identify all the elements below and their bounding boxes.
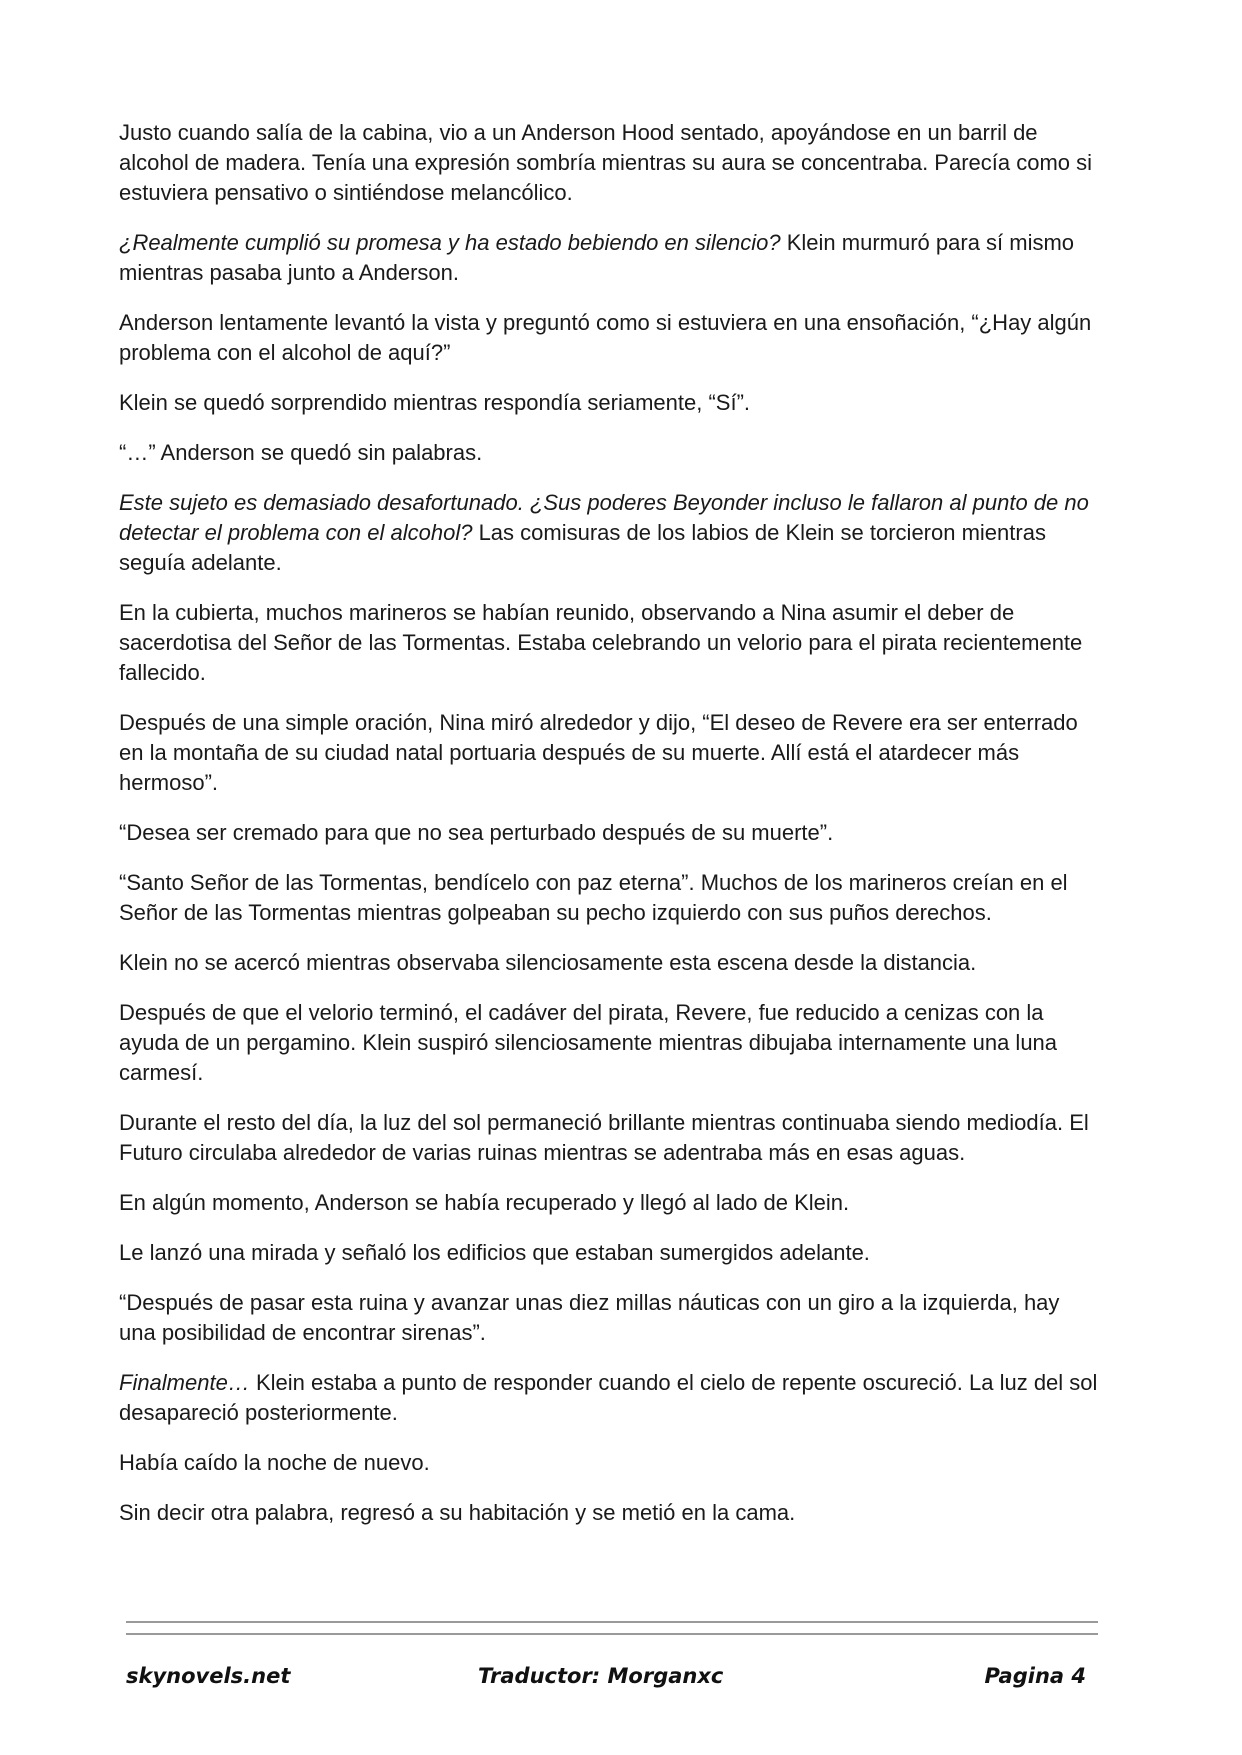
page-body — [119, 118, 1099, 1548]
text-run: Klein murmuró para sí mismo mientras pasaba junto a Anderson. — [119, 230, 1075, 285]
paragraph — [119, 1188, 1099, 1218]
paragraph — [119, 438, 1099, 468]
text-run: Anderson lentamente levantó la vista y preguntó como si estuviera en una ensoñación, “¿Hay algún problema con el alcohol de aquí?” — [119, 310, 1092, 365]
paragraph — [119, 948, 1099, 978]
text-run: “Desea ser cremado para que no sea perturbado después de su muerte”. — [119, 820, 834, 845]
paragraph — [119, 1288, 1099, 1348]
paragraph — [119, 308, 1099, 368]
italic-text: Este sujeto es demasiado desafortunado. ¿Sus poderes Beyonder incluso le fallaron al punto de no detectar el problema con el alcohol? — [119, 490, 1089, 545]
text-run: Las comisuras de los labios de Klein se torcieron mientras seguía adelante. — [119, 520, 1046, 575]
text-run: Durante el resto del día, la luz del sol permaneció brillante mientras continuaba siendo mediodía. El Futuro circulaba alrededor de varias ruinas mientras se adentraba más en esas aguas. — [119, 1110, 1089, 1165]
paragraph — [119, 488, 1099, 578]
text-run: “Santo Señor de las Tormentas, bendícelo con paz eterna”. Muchos de los marineros creían en el Señor de las Tormentas mientras golpeaban su pecho izquierdo con sus puños derechos. — [119, 870, 1068, 925]
paragraph — [119, 708, 1099, 798]
text-run: Había caído la noche de nuevo. — [119, 1450, 430, 1475]
text-run: Justo cuando salía de la cabina, vio a un Anderson Hood sentado, apoyándose en un barril de alcohol de madera. Tenía una expresión sombría mientras su aura se concentraba. Parecía como si estuviera pensativo o sintiéndose melancólico. — [119, 120, 1093, 205]
text-run: “Después de pasar esta ruina y avanzar unas diez millas náuticas con un giro a la izquierda, hay una posibilidad de encontrar sirenas”. — [119, 1290, 1060, 1345]
footer-page-number: Pagina 4 — [984, 1664, 1086, 1688]
paragraph — [119, 1368, 1099, 1428]
text-run: Klein estaba a punto de responder cuando el cielo de repente oscureció. La luz del sol desapareció posteriormente. — [119, 1370, 1098, 1425]
text-run: En la cubierta, muchos marineros se habían reunido, observando a Nina asumir el deber de sacerdotisa del Señor de las Tormentas. Estaba celebrando un velorio para el pirata recientemente fallecido. — [119, 600, 1083, 685]
paragraph — [119, 388, 1099, 418]
text-run: Klein se quedó sorprendido mientras respondía seriamente, “Sí”. — [119, 390, 751, 415]
paragraph — [119, 1498, 1099, 1528]
text-run: En algún momento, Anderson se había recuperado y llegó al lado de Klein. — [119, 1190, 850, 1215]
footer-site: skynovels.net — [126, 1664, 291, 1688]
paragraph — [119, 868, 1099, 928]
text-run: Klein no se acercó mientras observaba silenciosamente esta escena desde la distancia. — [119, 950, 977, 975]
paragraph — [119, 118, 1099, 208]
text-run: Sin decir otra palabra, regresó a su habitación y se metió en la cama. — [119, 1500, 796, 1525]
footer-divider-top — [126, 1621, 1098, 1623]
text-run: Después de que el velorio terminó, el cadáver del pirata, Revere, fue reducido a cenizas con la ayuda de un pergamino. Klein suspiró silenciosamente mientras dibujaba internamente una luna carmesí. — [119, 1000, 1058, 1085]
text-run: Después de una simple oración, Nina miró alrededor y dijo, “El deseo de Revere era ser enterrado en la montaña de su ciudad natal portuaria después de su muerte. Allí está el atardecer más hermoso”. — [119, 710, 1078, 795]
paragraph — [119, 598, 1099, 688]
paragraph — [119, 1448, 1099, 1478]
footer-translator: Traductor: Morganxc — [478, 1664, 724, 1688]
footer-divider-bottom — [126, 1633, 1098, 1635]
italic-text: Finalmente… — [119, 1370, 250, 1395]
italic-text: ¿Realmente cumplió su promesa y ha estado bebiendo en silencio? — [119, 230, 781, 255]
paragraph — [119, 818, 1099, 848]
paragraph — [119, 228, 1099, 288]
paragraph — [119, 1238, 1099, 1268]
text-run: “…” Anderson se quedó sin palabras. — [119, 440, 483, 465]
paragraph — [119, 998, 1099, 1088]
text-run: Le lanzó una mirada y señaló los edificios que estaban sumergidos adelante. — [119, 1240, 870, 1265]
paragraph — [119, 1108, 1099, 1168]
